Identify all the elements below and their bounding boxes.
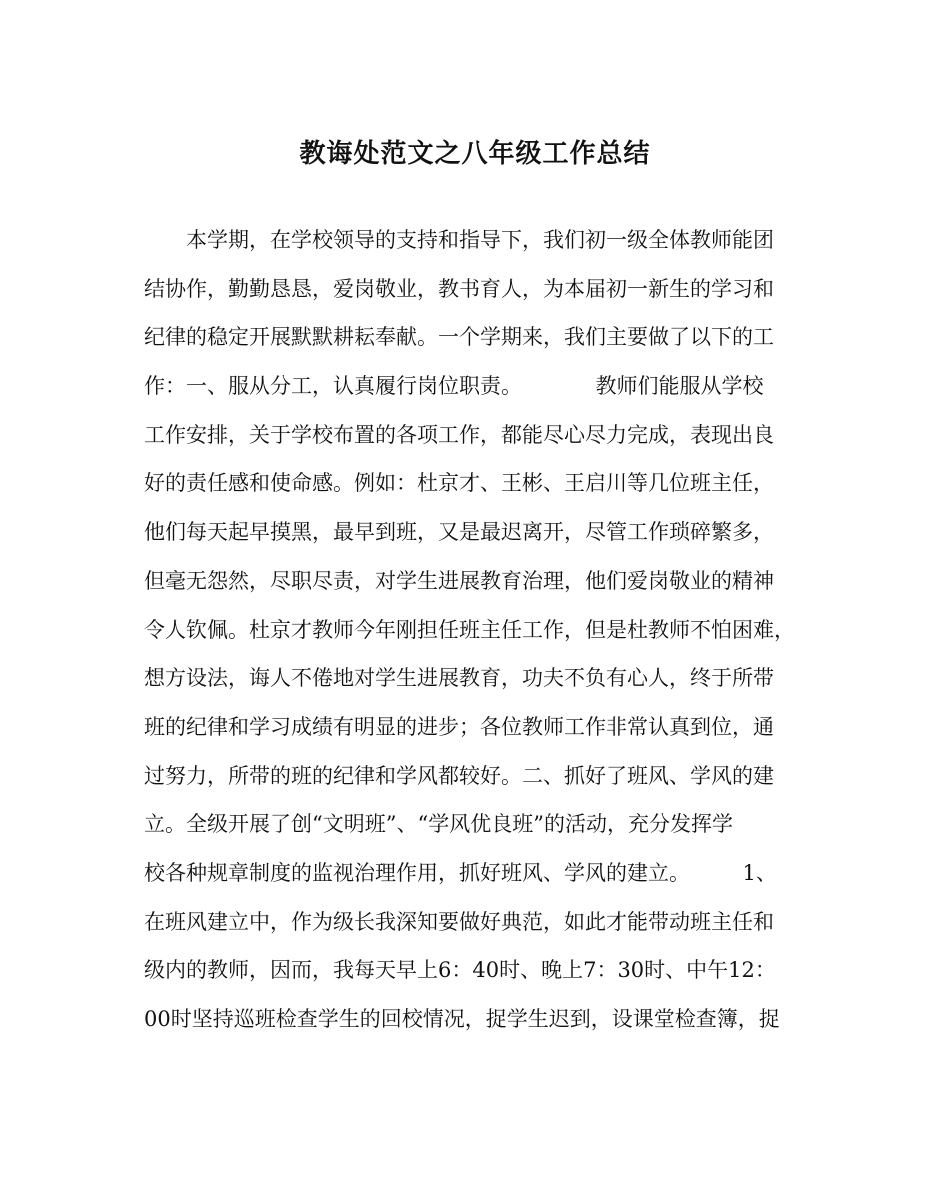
- paragraph-line: 级内的教师，因而，我每天早上6：40时、晚上7：30时、中午12：: [144, 958, 776, 983]
- document-title: 教诲处范文之八年级工作总结: [299, 139, 651, 169]
- paragraph-line: 结协作，勤勤恳恳，爱岗敬业，教书育人，为本届初一新生的学习和: [144, 276, 774, 301]
- paragraph-line: 作：一、服从分工，认真履行岗位职责。 教师们能服从学校: [144, 374, 764, 399]
- paragraph-line: 00时坚持巡班检查学生的回校情况，捉学生迟到，设课堂检查簿，捉: [144, 1007, 780, 1031]
- paragraph-line: 本学期，在学校领导的支持和指导下，我们初一级全体教师能团: [144, 228, 774, 252]
- paragraph-line: 班的纪律和学习成绩有明显的进步；各位教师工作非常认真到位，通: [144, 714, 774, 739]
- paragraph-line: 校各种规章制度的监视治理作用，抓好班风、学风的建立。 1、: [144, 860, 777, 885]
- paragraph-line: 令人钦佩。杜京才教师今年刚担任班主任工作，但是杜教师不怕困难，: [144, 617, 795, 642]
- paragraph-line: 在班风建立中，作为级长我深知要做好典范，如此才能带动班主任和: [144, 909, 774, 934]
- paragraph-line: 好的责任感和使命感。例如：杜京才、王彬、王启川等几位班主任，: [144, 471, 774, 496]
- paragraph-line: 但毫无怨然，尽职尽责，对学生进展教育治理，他们爱岗敬业的精神: [144, 568, 774, 593]
- paragraph-line: 想方设法，诲人不倦地对学生进展教育，功夫不负有心人，终于所带: [144, 666, 774, 691]
- document-body: [144, 222, 814, 1050]
- paragraph-line: 立。全级开展了创“文明班”、“学风优良班”的活动，充分发挥学: [144, 812, 733, 837]
- paragraph-line: 过努力，所带的班的纪律和学风都较好。二、抓好了班风、学风的建: [144, 763, 774, 788]
- paragraph-line: 他们每天起早摸黑，最早到班，又是最迟离开，尽管工作琐碎繁多，: [144, 520, 774, 545]
- paragraph-line: 工作安排，关于学校布置的各项工作，都能尽心尽力完成，表现出良: [144, 422, 774, 447]
- paragraph-line: 纪律的稳定开展默默耕耘奉献。一个学期来，我们主要做了以下的工: [144, 325, 774, 350]
